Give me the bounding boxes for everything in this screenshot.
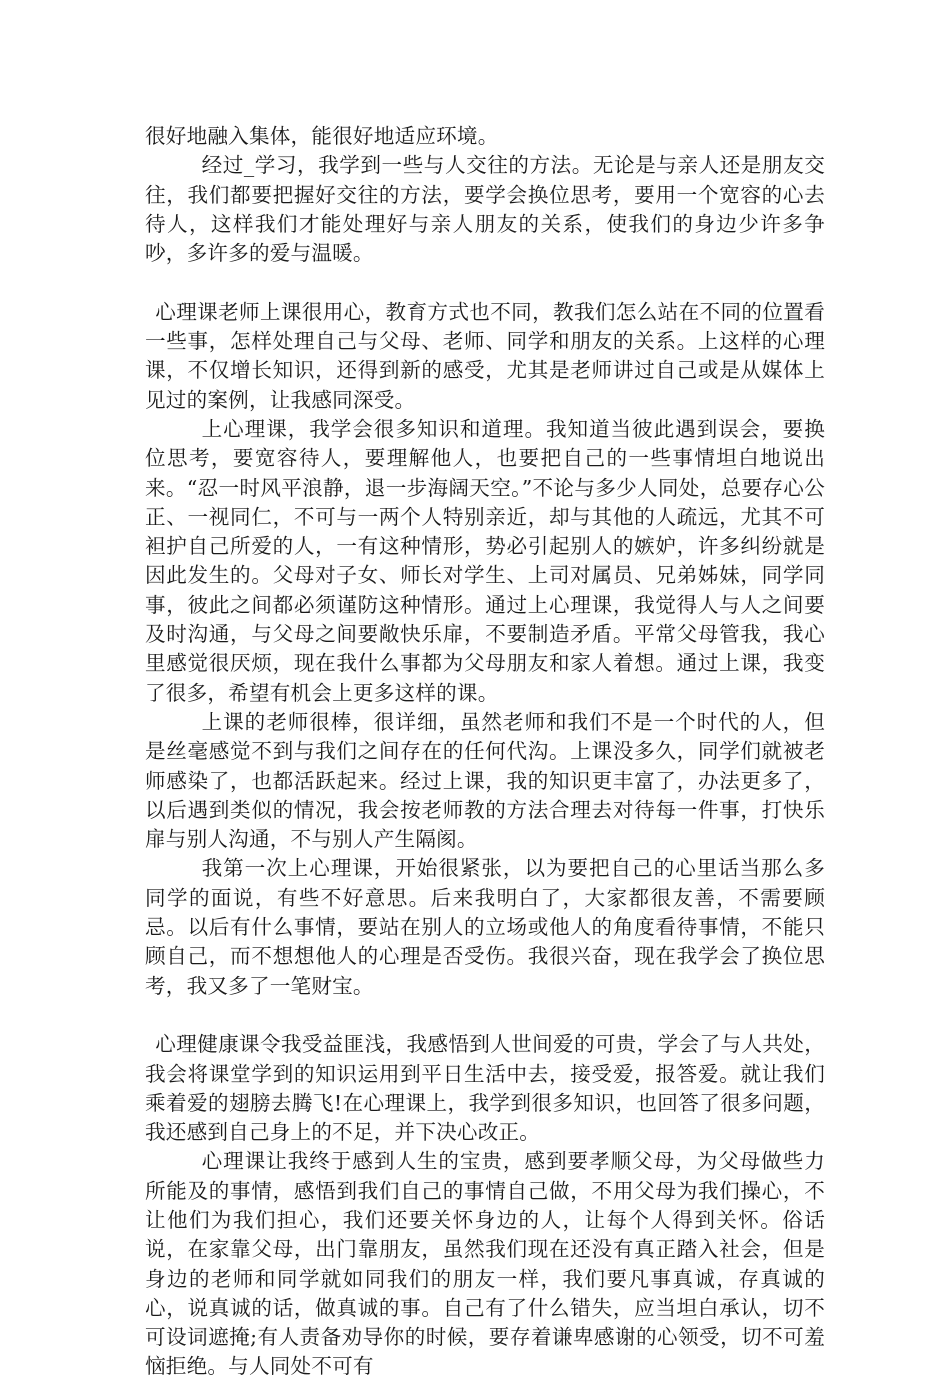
document-page bbox=[145, 122, 825, 1382]
paragraph-6: 我第一次上心理课，开始很紧张，以为要把自己的心里话当那么多同学的面说，有些不好意思。后来我明白了，大家都很友善，不需要顾忌。以后有什么事情，要站在别人的立场或他人的角度看待事情，不能只顾自己，而不想想他人的心理是否受伤。我很兴奋，现在我学会了换位思考，我又多了一笔财宝。 bbox=[145, 856, 825, 998]
paragraph-1: 很好地融入集体，能很好地适应环境。 bbox=[145, 124, 499, 148]
paragraph-3: 心理课老师上课很用心，教育方式也不同，教我们怎么站在不同的位置看一些事，怎样处理自己与父母、老师、同学和朋友的关系。上这样的心理课，不仅增长知识，还得到新的感受，尤其是老师讲过自己或是从媒体上见过的案例，让我感同深受。 bbox=[145, 299, 825, 412]
paragraph-7: 心理健康课令我受益匪浅，我感悟到人世间爱的可贵，学会了与人共处，我会将课堂学到的知识运用到平日生活中去，接受爱，报答爱。就让我们乘着爱的翅膀去腾飞!在心理课上，我学到很多知识，也回答了很多问题，我还感到自己身上的不足，并下决心改正。 bbox=[145, 1032, 825, 1145]
paragraph-gap bbox=[145, 268, 825, 297]
paragraph-gap bbox=[145, 1001, 825, 1030]
paragraph-2: 经过_学习，我学到一些与人交往的方法。无论是与亲人还是朋友交往，我们都要把握好交往的方法，要学会换位思考，要用一个宽容的心去待人，这样我们才能处理好与亲人朋友的关系，使我们的身边少许多争吵，多许多的爱与温暖。 bbox=[145, 153, 825, 266]
paragraph-4: 上心理课，我学会很多知识和道理。我知道当彼此遇到误会，要换位思考，要宽容待人，要理解他人，也要把自己的一些事情坦白地说出来。“忍一时风平浪静，退一步海阔天空。”不论与多少人同处，总要存心公正、一视同仁，不可与一两个人特别亲近，却与其他的人疏远，尤其不可袒护自己所爱的人，一有这种情形，势必引起别人的嫉妒，许多纠纷就是因此发生的。父母对子女、师长对学生、上司对属员、兄弟姊妹，同学同事，彼此之间都必须谨防这种情形。通过上心理课，我觉得人与人之间要及时沟通，与父母之间要敞快乐扉，不要制造矛盾。平常父母管我，我心里感觉很厌烦，现在我什么事都为父母朋友和家人着想。通过上课，我变了很多，希望有机会上更多这样的课。 bbox=[145, 416, 825, 705]
paragraph-5: 上课的老师很棒，很详细，虽然老师和我们不是一个时代的人，但是丝毫感觉不到与我们之间存在的任何代沟。上课没多久，同学们就被老师感染了，也都活跃起来。经过上课，我的知识更丰富了，办法更多了，以后遇到类似的情况，我会按老师教的方法合理去对待每一件事，打快乐扉与别人沟通，不与别人产生隔阂。 bbox=[145, 709, 825, 852]
paragraph-8: 心理课让我终于感到人生的宝贵，感到要孝顺父母，为父母做些力所能及的事情，感悟到我们自己的事情自己做，不用父母为我们操心，不让他们为我们担心，我们还要关怀身边的人，让每个人得到关怀。俗话说，在家靠父母，出门靠朋友，虽然我们现在还没有真正踏入社会，但是身边的老师和同学就如同我们的朋友一样，我们要凡事真诚，存真诚的心，说真诚的话，做真诚的事。自己有了什么错失，应当坦白承认，切不可设词遮掩;有人责备劝导你的时候，要存着谦卑感谢的心领受，切不可羞恼拒绝。与人同处不可有 bbox=[145, 1149, 825, 1379]
